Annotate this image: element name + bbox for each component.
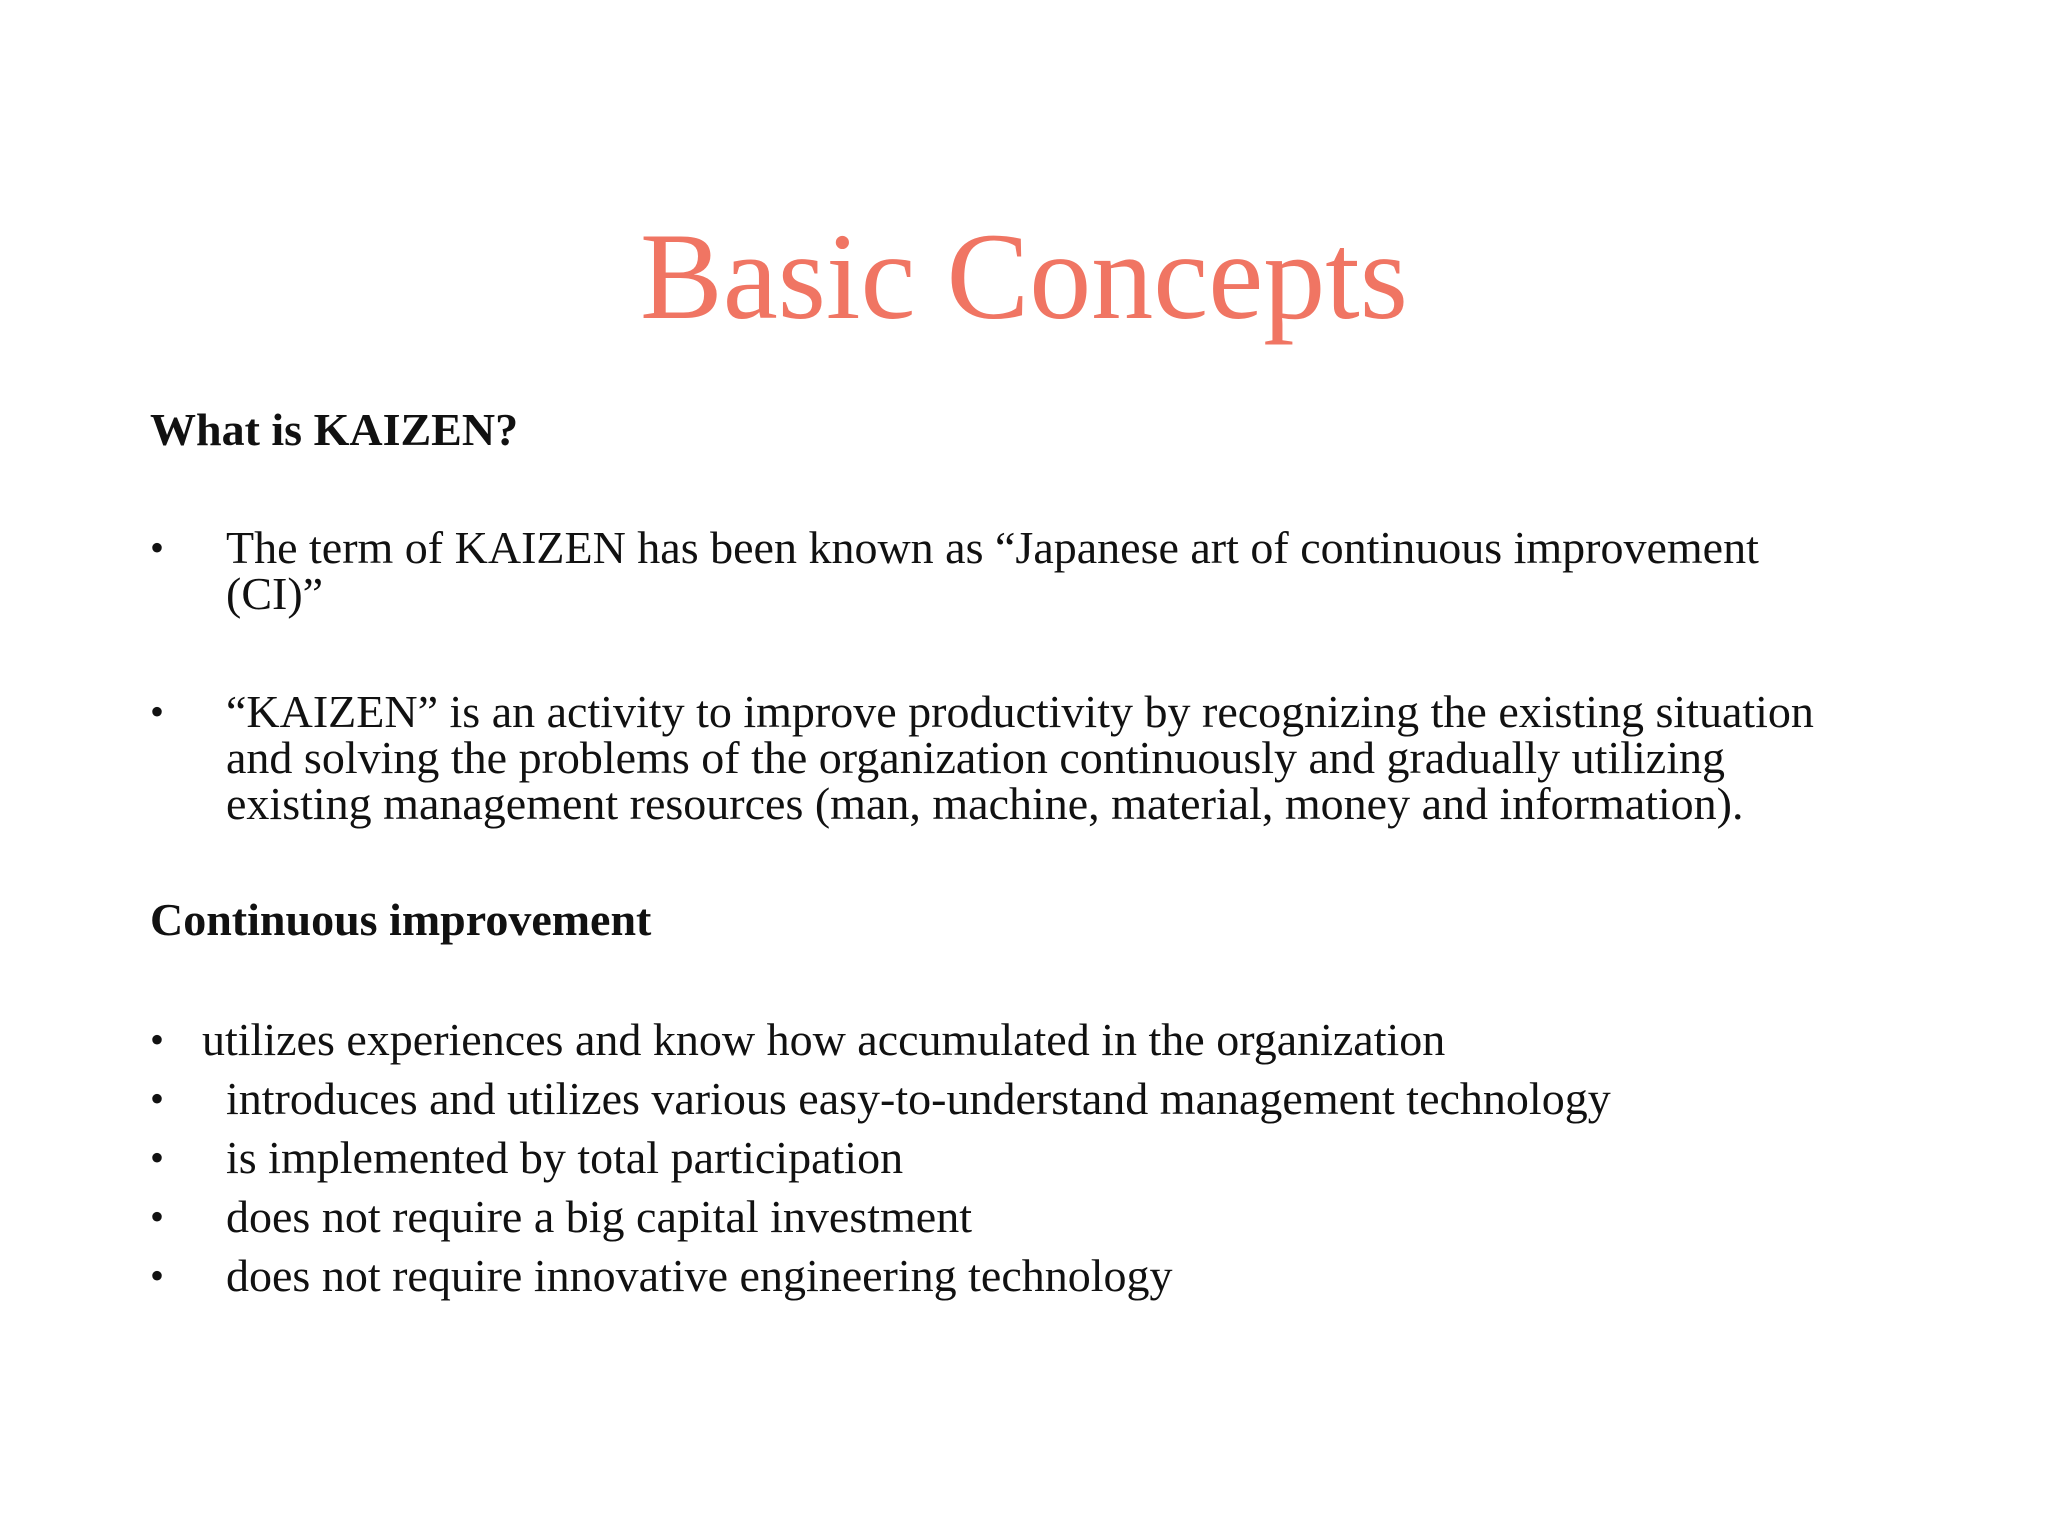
continuous-improvement-list xyxy=(150,1012,1950,1307)
bullet-text-line: (CI)” xyxy=(226,568,324,619)
list-item xyxy=(150,1189,1950,1248)
list-item-text: utilizes experiences and know how accumulated in the organization xyxy=(202,1014,1446,1065)
bullet-icon: • xyxy=(150,1135,165,1180)
bullet-text-line: existing management resources (man, machine, material, money and information). xyxy=(226,778,1744,829)
section-heading-continuous-improvement: Continuous improvement xyxy=(150,894,652,945)
list-item-text: introduces and utilizes various easy-to-understand management technology xyxy=(226,1073,1611,1124)
list-item xyxy=(150,1071,1950,1130)
bullet-icon: • xyxy=(150,689,165,734)
list-item-text: is implemented by total participation xyxy=(226,1132,904,1183)
bullet-icon: • xyxy=(150,1253,165,1298)
bullet-text-line: and solving the problems of the organization continuously and gradually utilizing xyxy=(226,732,1725,783)
bullet-text-line: The term of KAIZEN has been known as “Japanese art of continuous improvement xyxy=(226,522,1759,573)
list-item xyxy=(150,522,1950,619)
slide-title: Basic Concepts xyxy=(640,208,1408,345)
bullet-text-line: “KAIZEN” is an activity to improve productivity by recognizing the existing situation xyxy=(226,686,1814,737)
list-item xyxy=(150,686,1950,829)
list-item xyxy=(150,1012,1950,1071)
section-heading-what-is-kaizen: What is KAIZEN? xyxy=(150,404,519,455)
bullet-icon: • xyxy=(150,1076,165,1121)
bullet-icon: • xyxy=(150,1194,165,1239)
list-item xyxy=(150,1130,1950,1189)
list-item xyxy=(150,1248,1950,1307)
list-item-text: does not require a big capital investment xyxy=(226,1191,972,1242)
list-item-text: does not require innovative engineering technology xyxy=(226,1250,1173,1301)
bullet-icon: • xyxy=(150,525,165,570)
bullet-icon: • xyxy=(150,1017,165,1062)
